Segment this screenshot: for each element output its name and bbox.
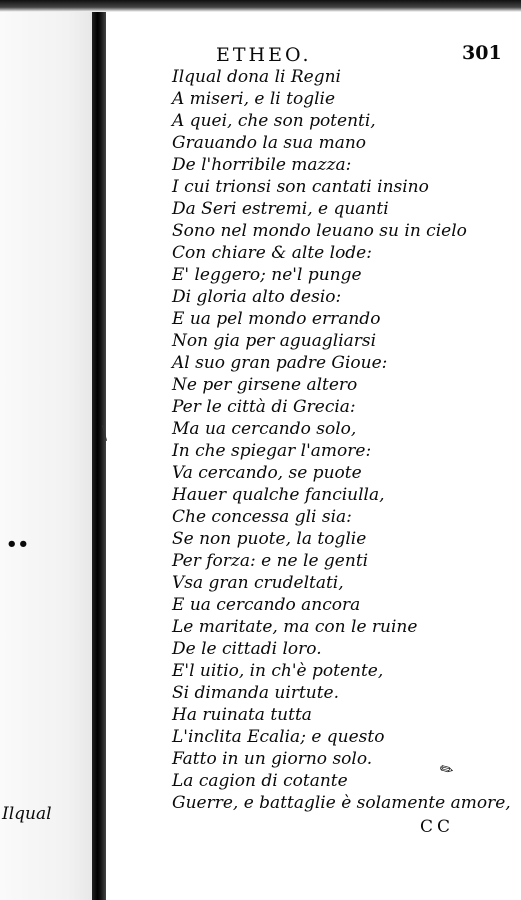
verse-line: Fatto in un giorno solo. [172,749,373,769]
verse-line: Hauer qualche fanciulla, [172,485,385,505]
verse-line: De le cittadi loro. [172,639,322,659]
verse-line: A miseri, e li toglie [172,89,336,109]
verse-line: Ma ua cercando solo, [172,419,357,439]
verse-line: Ilqual dona li Regni [172,67,341,87]
signature-mark: CC [420,817,455,837]
verse-line: De l'horribile mazza: [172,155,352,175]
verse-line: Grauando la sua mano [172,133,367,153]
verse-line: A quei, che son potenti, [172,111,376,131]
left-page-edge [0,0,96,900]
verse-line: Va cercando, se puote [172,463,362,483]
book-gutter [92,0,106,900]
page-top-edge [0,0,521,12]
verse-line: Con chiare & alte lode: [172,243,372,263]
verse-line: Non gia per aguagliarsi [172,331,377,351]
verse-line: Per le città di Grecia: [172,397,356,417]
verse-line: Al suo gran padre Gioue: [172,353,388,373]
verse-line: Vsa gran crudeltati, [172,573,344,593]
verse-line: La cagion di cotante [172,771,348,791]
verse-line: Che concessa gli sia: [172,507,352,527]
verse-line: Se non puote, la toglie [172,529,367,549]
verse-line: I cui trionsi son cantati insino [172,177,429,197]
verse-line: Sono nel mondo leuano su in cielo [172,221,467,241]
verse-line: E' leggero; ne'l punge [172,265,362,285]
page-number: 301 [462,42,502,64]
verse-line: L'inclita Ecalia; e questo [172,727,385,747]
ink-blot-icon: ✎ [436,757,458,782]
verse-line: Si dimanda uirtute. [172,683,340,703]
running-head: ETHEO. [216,44,312,66]
left-page-marks: •• [6,534,30,555]
verse-line: E ua pel mondo errando [172,309,381,329]
left-page-catchword: Ilqual [2,804,52,824]
verse-line: Guerre, e battaglie è solamente amore, [172,793,511,813]
verse-line: Per forza: e ne le genti [172,551,369,571]
verse-line: Da Seri estremi, e quanti [172,199,389,219]
verse-line: Le maritate, ma con le ruine [172,617,418,637]
verse-line: E ua cercando ancora [172,595,361,615]
verse-line: In che spiegar l'amore: [172,441,372,461]
verse-line: Di gloria alto desio: [172,287,342,307]
verse-line: E'l uitio, in ch'è potente, [172,661,384,681]
verse-line: Ha ruinata tutta [172,705,312,725]
verse-line: Ne per girsene altero [172,375,358,395]
verse-text [172,66,511,814]
